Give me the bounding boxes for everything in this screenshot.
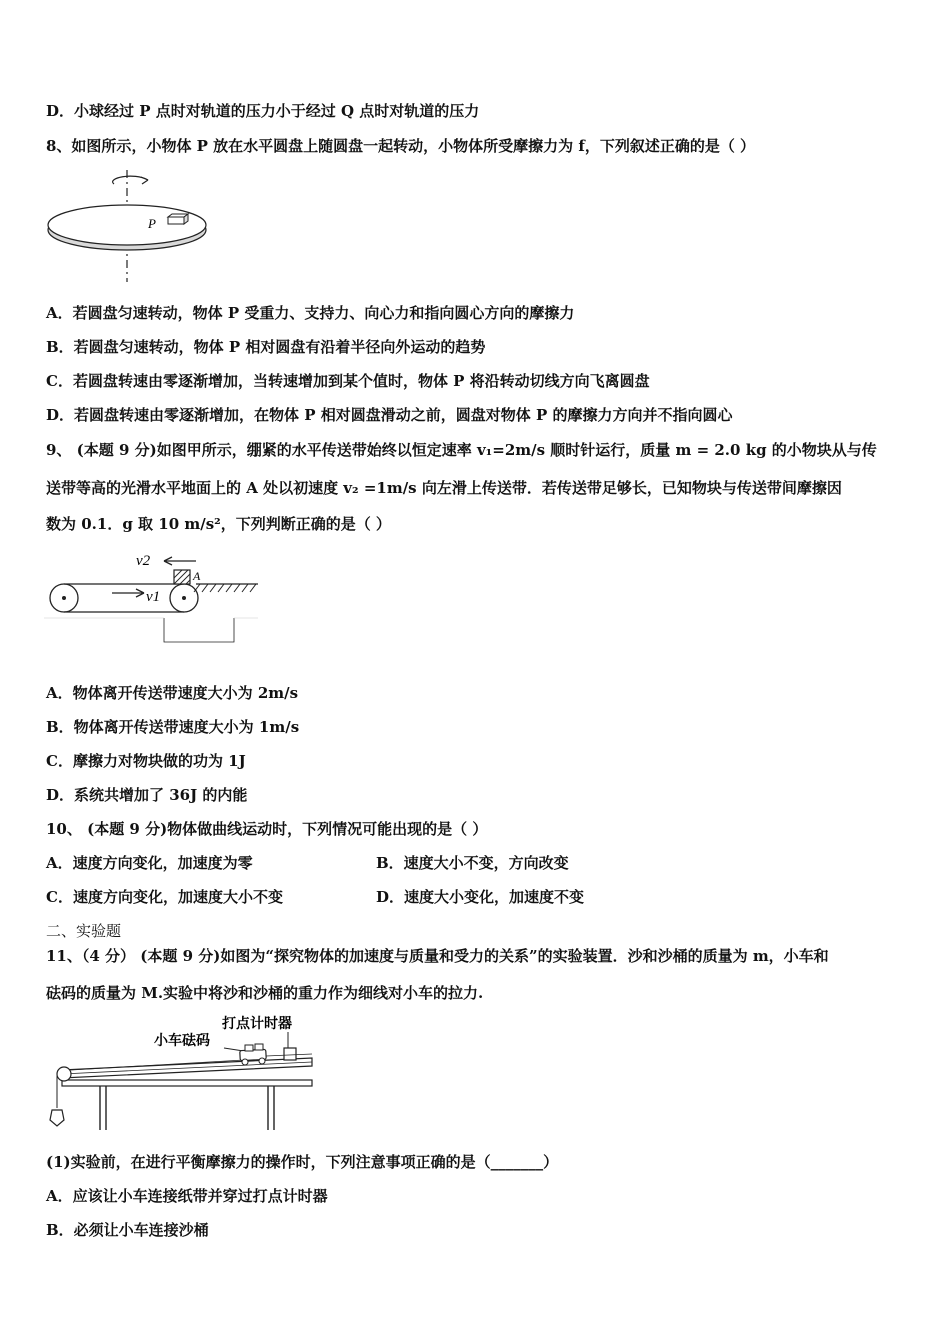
experiment-apparatus-figure (44, 1012, 319, 1137)
q10-stem: 10、 (本题 9 分)物体做曲线运动时，下列情况可能出现的是（ ） (46, 820, 488, 838)
q9-option-b: B．物体离开传送带速度大小为 1m/s (46, 718, 300, 736)
timer-label: 打点计时器 (222, 1016, 292, 1032)
q11-option-a: A．应该让小车连接纸带并穿过打点计时器 (46, 1187, 328, 1205)
q10-option-b: B．速度大小不变，方向改变 (376, 854, 569, 872)
q8-option-a: A．若圆盘匀速转动，物体 P 受重力、支持力、向心力和指向圆心方向的摩擦力 (46, 304, 575, 322)
q9-stem-line3: 数为 0.1．g 取 10 m/s²，下列判断正确的是（ ） (46, 515, 391, 533)
q9-option-d: D．系统共增加了 36J 的内能 (46, 786, 248, 804)
cart-label: 小车砝码 (154, 1033, 210, 1049)
rotating-disk-figure (44, 168, 214, 286)
q9-option-a: A．物体离开传送带速度大小为 2m/s (46, 684, 299, 702)
q11-option-b: B．必须让小车连接沙桶 (46, 1221, 209, 1239)
q8-option-c: C．若圆盘转速由零逐渐增加，当转速增加到某个值时，物体 P 将沿转动切线方向飞离圆盘 (46, 372, 650, 390)
q7-option-d: D．小球经过 P 点时对轨道的压力小于经过 Q 点时对轨道的压力 (46, 102, 480, 120)
q9-stem-line1: 9、 (本题 9 分)如图甲所示，绷紧的水平传送带始终以恒定速率 v₁=2m/s 顺时针运行，质量 m = 2.0 kg 的小物块从与传 (46, 441, 877, 459)
q9-option-c: C．摩擦力对物块做的功为 1J (46, 752, 246, 770)
conveyor-belt-figure (44, 546, 264, 646)
block-a-label: A (193, 569, 201, 583)
q8-stem: 8、如图所示，小物体 P 放在水平圆盘上随圆盘一起转动，小物体所受摩擦力为 f，下列叙述正确的是（ ） (46, 137, 756, 155)
q8-option-d: D．若圆盘转速由零逐渐增加，在物体 P 相对圆盘滑动之前，圆盘对物体 P 的摩擦力方向并不指向圆心 (46, 406, 733, 424)
q11-subquestion-1: (1)实验前，在进行平衡摩擦力的操作时，下列注意事项正确的是（_______） (46, 1153, 559, 1171)
v1-label: v1 (146, 589, 161, 605)
v2-label: v2 (136, 553, 151, 569)
q10-option-d: D．速度大小变化，加速度不变 (376, 888, 585, 906)
disk-p-label: P (148, 216, 156, 231)
q9-stem-line2: 送带等高的光滑水平地面上的 A 处以初速度 v₂ =1m/s 向左滑上传送带．若传送带足够长，已知物块与传送带间摩擦因 (46, 479, 842, 497)
q10-option-c: C．速度方向变化，加速度大小不变 (46, 888, 283, 906)
q11-stem-line1: 11、（4 分） (本题 9 分)如图为“探究物体的加速度与质量和受力的关系”的实验装置．沙和沙桶的质量为 m，小车和 (46, 947, 829, 965)
q11-stem-line2: 砝码的质量为 M.实验中将沙和沙桶的重力作为细线对小车的拉力. (46, 984, 484, 1002)
section-title-experiment: 二、实验题 (46, 922, 122, 940)
q8-option-b: B．若圆盘匀速转动，物体 P 相对圆盘有沿着半径向外运动的趋势 (46, 338, 486, 356)
q10-option-a: A．速度方向变化，加速度为零 (46, 854, 253, 872)
